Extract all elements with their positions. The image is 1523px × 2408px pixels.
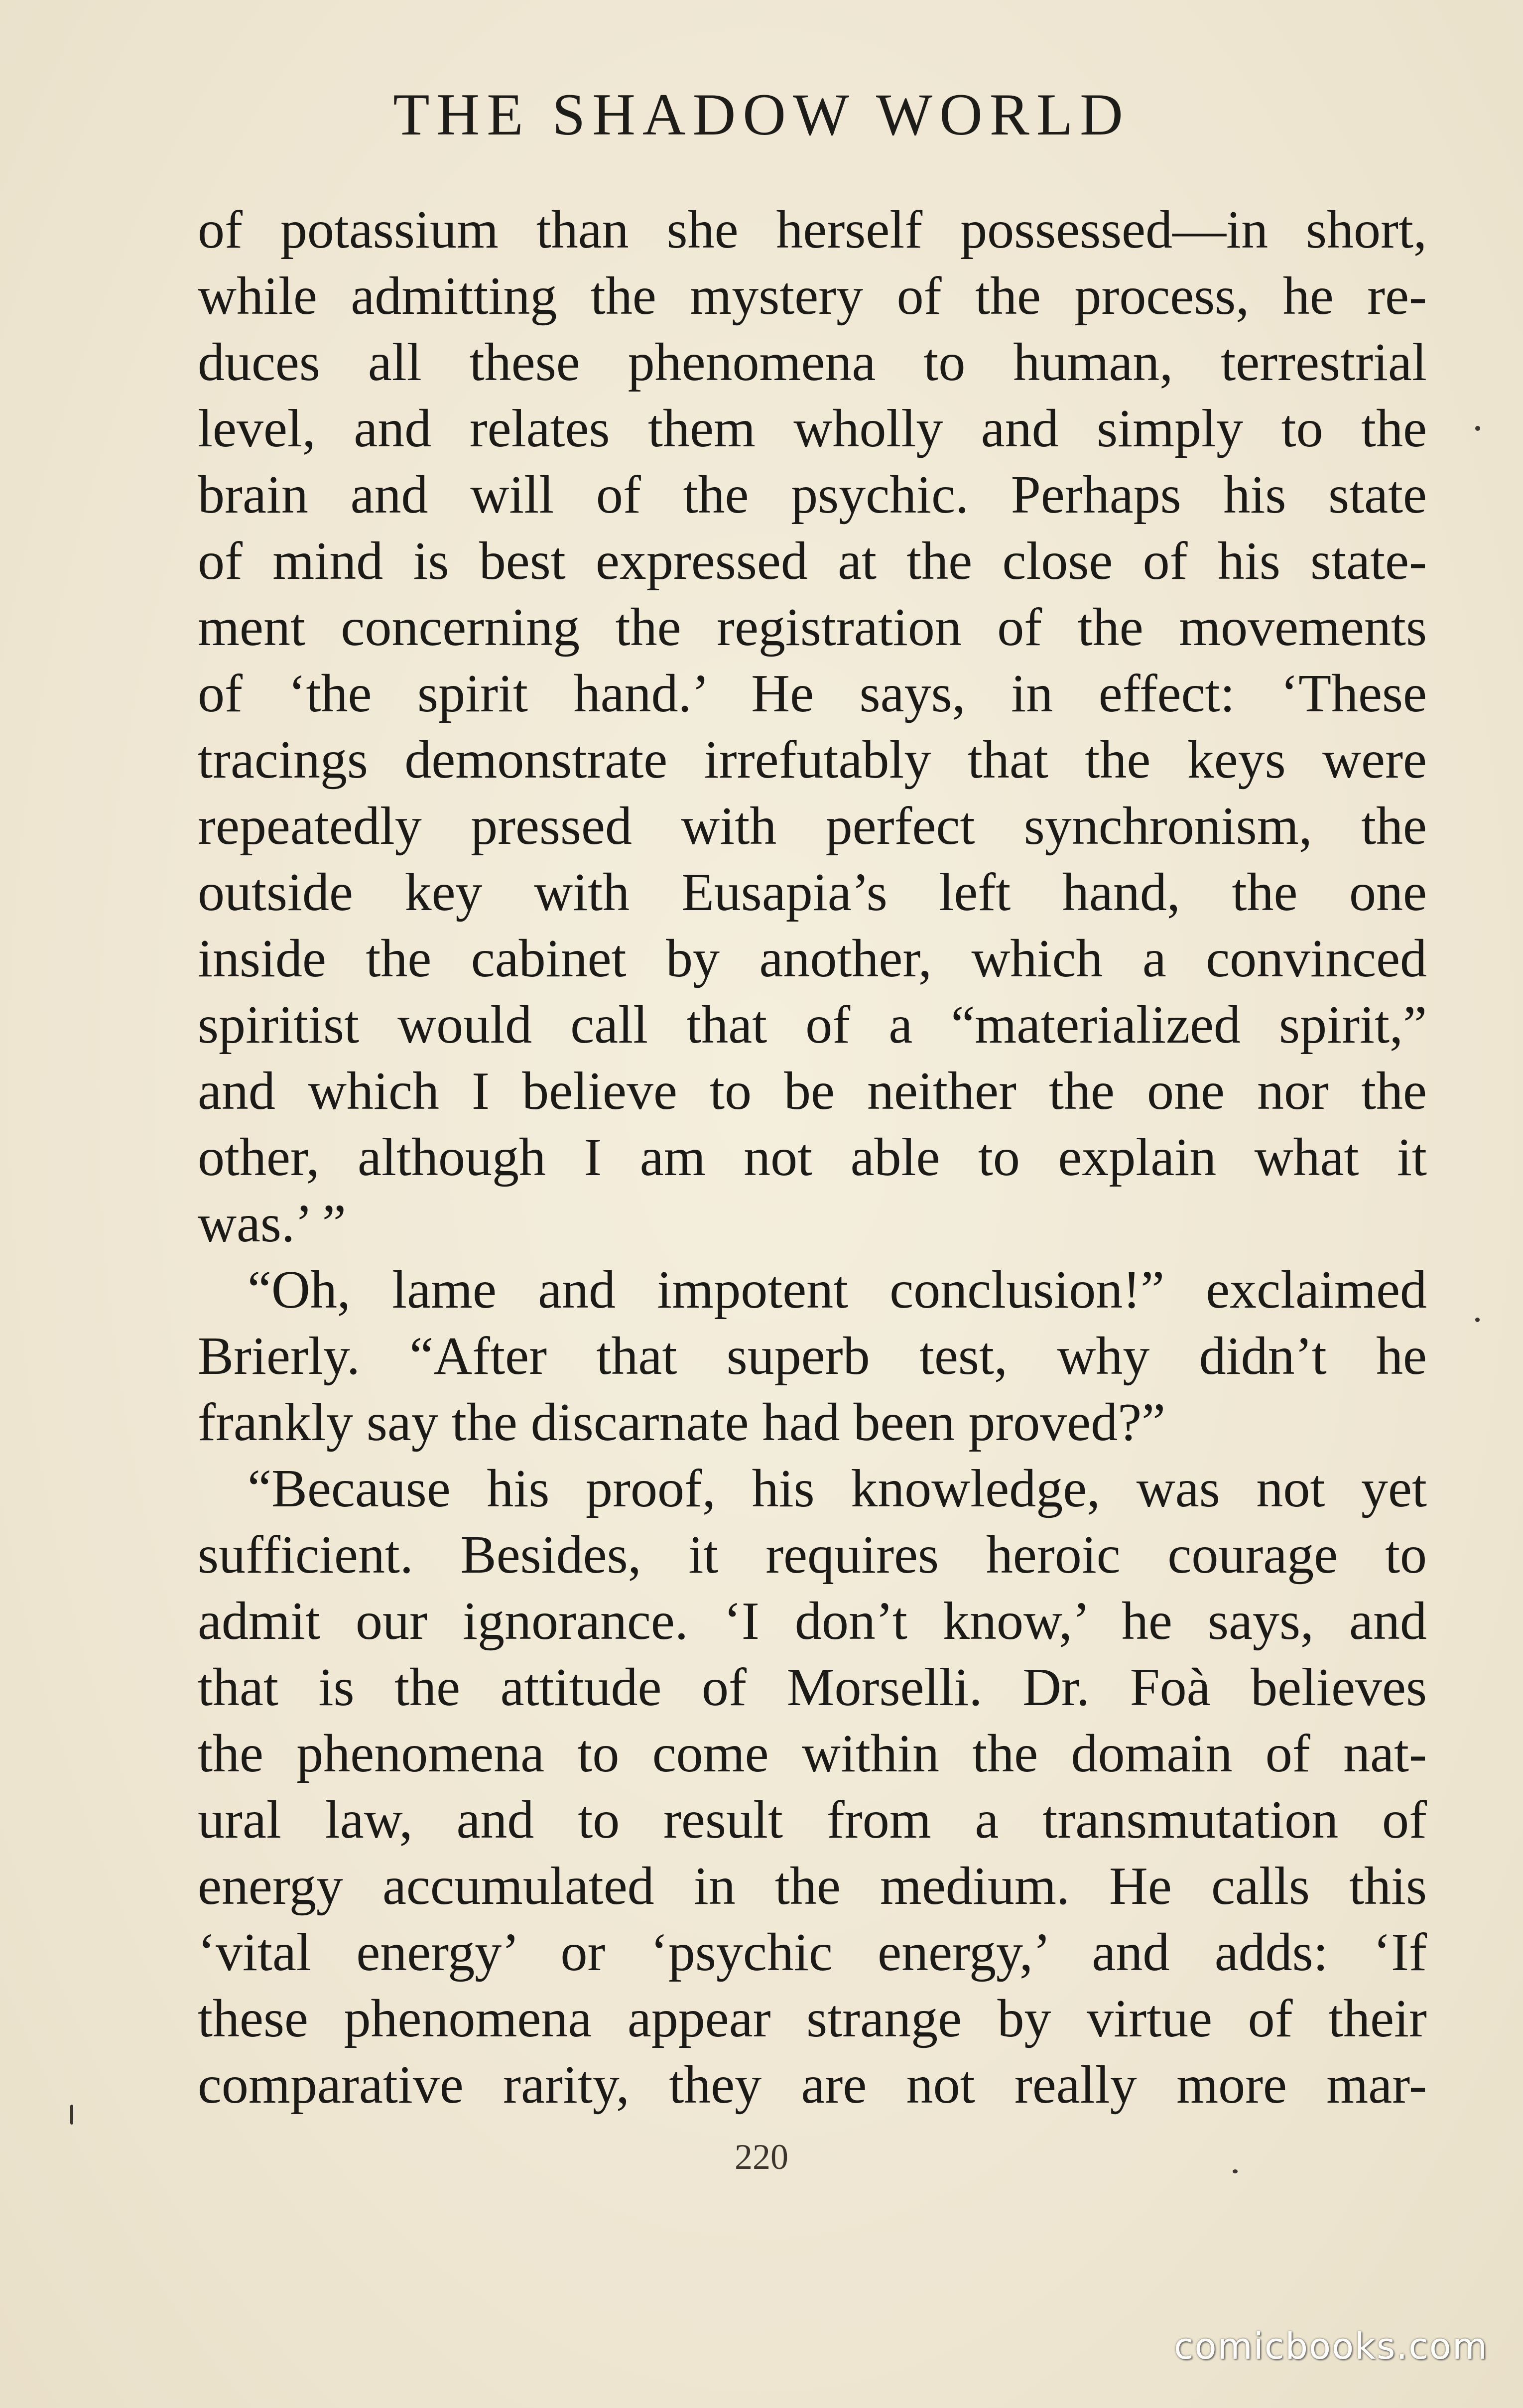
text-line: “Because his proof, his knowledge, was not yet xyxy=(248,1459,1427,1518)
text-line: sufficient. Besides, it requires heroic courage to xyxy=(198,1525,1427,1585)
body-text xyxy=(198,197,1427,2118)
text-line: duces all these phenomena to human, terrestrial xyxy=(198,333,1427,392)
text-line: these phenomena appear strange by virtue of their xyxy=(198,1989,1427,2048)
paper-speck xyxy=(1475,426,1480,431)
text-line: spiritist would call that of a “materialized spirit,” xyxy=(198,995,1427,1055)
text-line: tracings demonstrate irrefutably that the keys were xyxy=(198,730,1427,790)
text-line: of ‘the spirit hand.’ He says, in effect: ‘These xyxy=(198,664,1427,723)
text-line: comparative rarity, they are not really more mar- xyxy=(198,2055,1427,2115)
text-line: the phenomena to come within the domain of nat- xyxy=(198,1724,1427,1783)
running-head-title: THE SHADOW WORLD xyxy=(393,81,1130,147)
text-line: and which I believe to be neither the one nor the xyxy=(198,1062,1427,1121)
text-line: “Oh, lame and impotent conclusion!” exclaimed xyxy=(248,1260,1427,1320)
text-line: admit our ignorance. ‘I don’t know,’ he says, and xyxy=(198,1592,1427,1651)
text-line: of potassium than she herself possessed—in short, xyxy=(198,200,1427,260)
text-line: energy accumulated in the medium. He calls this xyxy=(198,1857,1427,1916)
text-line: brain and will of the psychic. Perhaps his state xyxy=(198,465,1427,525)
paper-speck xyxy=(1233,2169,1238,2173)
paper-speck xyxy=(70,2105,73,2125)
text-line: Brierly. “After that superb test, why didn’t he xyxy=(198,1327,1427,1386)
text-line: frankly say the discarnate had been proved?” xyxy=(198,1393,1166,1452)
text-line: that is the attitude of Morselli. Dr. Foà believes xyxy=(198,1658,1427,1717)
text-line: ural law, and to result from a transmutation of xyxy=(198,1790,1427,1850)
text-line: inside the cabinet by another, which a convinced xyxy=(198,929,1427,988)
text-line: other, although I am not able to explain what it xyxy=(198,1128,1427,1187)
text-line: ment concerning the registration of the movements xyxy=(198,598,1427,657)
page-number: 220 xyxy=(735,2137,788,2177)
text-line: outside key with Eusapia’s left hand, the one xyxy=(198,863,1427,922)
text-line: repeatedly pressed with perfect synchronism, the xyxy=(198,797,1427,856)
text-line: of mind is best expressed at the close of his state- xyxy=(198,532,1427,591)
text-line: ‘vital energy’ or ‘psychic energy,’ and adds: ‘If xyxy=(198,1923,1427,1982)
site-watermark: comicbooks.com xyxy=(1173,2325,1488,2367)
text-line: while admitting the mystery of the process, he re- xyxy=(198,267,1427,326)
text-line: was.’ ” xyxy=(198,1194,346,1253)
paper-speck xyxy=(1475,1318,1480,1322)
text-line: level, and relates them wholly and simply to the xyxy=(198,399,1427,458)
